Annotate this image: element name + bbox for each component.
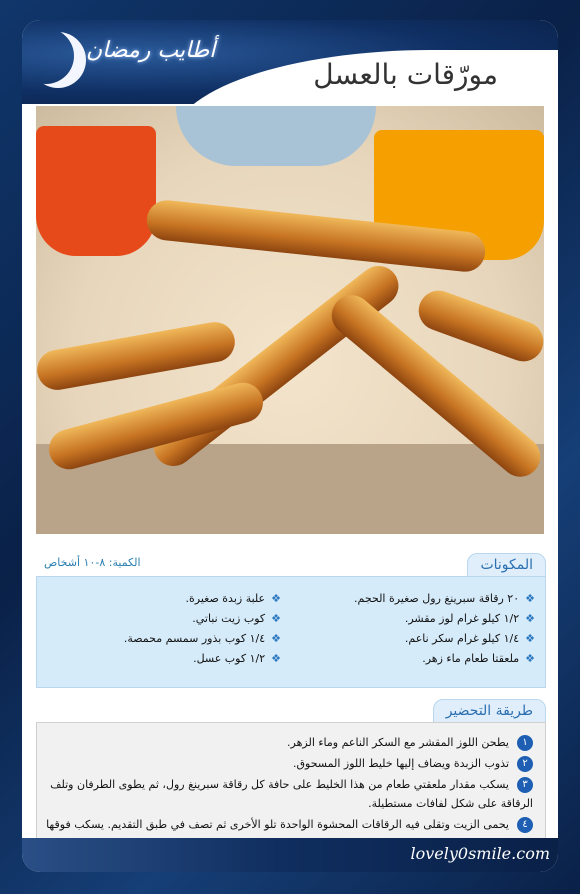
pastry-roll bbox=[413, 285, 544, 367]
ingredient-item: ❖١/٤ كوب بذور سمسم محمصة. bbox=[123, 632, 281, 645]
crescent-moon-icon bbox=[30, 32, 86, 88]
diamond-bullet-icon: ❖ bbox=[525, 632, 535, 645]
ingredients-panel bbox=[36, 576, 546, 688]
diamond-bullet-icon: ❖ bbox=[271, 632, 281, 645]
red-cup bbox=[36, 126, 156, 256]
ingredient-item: ❖علبة زبدة صغيرة. bbox=[185, 592, 281, 605]
step-number: ١ bbox=[517, 735, 533, 751]
step-number: ٣ bbox=[517, 777, 533, 793]
diamond-bullet-icon: ❖ bbox=[271, 652, 281, 665]
diamond-bullet-icon: ❖ bbox=[525, 612, 535, 625]
quantity-label: الكمية: bbox=[108, 556, 141, 569]
prep-header: طريقة التحضير bbox=[433, 699, 546, 723]
ingredient-item: ❖٢٠ رقاقة سبرينغ رول صغيرة الحجم. bbox=[354, 592, 535, 605]
diamond-bullet-icon: ❖ bbox=[525, 592, 535, 605]
recipe-card bbox=[22, 20, 558, 872]
ingredients-header: المكونات bbox=[467, 553, 546, 577]
recipe-photo bbox=[36, 106, 544, 534]
step-text: تذوب الزبدة ويضاف إليها خليط اللوز المسحوق. bbox=[292, 757, 509, 770]
ingredient-item: ❖١/٢ كوب عسل. bbox=[193, 652, 281, 665]
step-text: يسكب مقدار ملعقتي طعام من هذا الخليط على حافة كل رقاقة سبرينغ رول، ثم يطوى الطرفان وتلف الرقاقة على شكل لفافات مستطيلة. bbox=[50, 778, 533, 810]
ingredients-column-left bbox=[41, 589, 281, 669]
ingredient-item: ❖كوب زيت نباتي. bbox=[192, 612, 281, 625]
quantity bbox=[44, 556, 141, 569]
diamond-bullet-icon: ❖ bbox=[271, 612, 281, 625]
footer bbox=[22, 838, 558, 872]
step-number: ٢ bbox=[517, 756, 533, 772]
step-number: ٤ bbox=[517, 817, 533, 833]
website-link[interactable]: lovely0smile.com bbox=[410, 844, 550, 863]
step-text: يطحن اللوز المقشر مع السكر الناعم وماء الزهر. bbox=[287, 736, 509, 749]
diamond-bullet-icon: ❖ bbox=[525, 652, 535, 665]
ingredient-item: ❖ملعقتا طعام ماء زهر. bbox=[422, 652, 535, 665]
ingredient-item: ❖١/٢ كيلو غرام لوز مقشر. bbox=[404, 612, 535, 625]
step-item bbox=[43, 775, 533, 813]
diamond-bullet-icon: ❖ bbox=[271, 592, 281, 605]
brand-logo: أطايب رمضان bbox=[86, 38, 216, 63]
blue-cup bbox=[176, 106, 376, 166]
ingredients-column-right bbox=[295, 589, 535, 669]
step-item bbox=[43, 754, 533, 773]
step-text: يحمى الزيت وتقلى فيه الرقاقات المحشوة الواحدة تلو الأخرى ثم تصف في طبق التقديم. يسكب فوقها bbox=[46, 818, 509, 831]
quantity-value: ٨-١٠ أشخاص bbox=[44, 556, 106, 569]
step-item bbox=[43, 733, 533, 752]
ingredient-item: ❖١/٤ كيلو غرام سكر ناعم. bbox=[404, 632, 535, 645]
recipe-title: مورّقات بالعسل bbox=[313, 58, 498, 91]
pastry-roll bbox=[36, 319, 238, 393]
steps-list bbox=[43, 733, 533, 855]
